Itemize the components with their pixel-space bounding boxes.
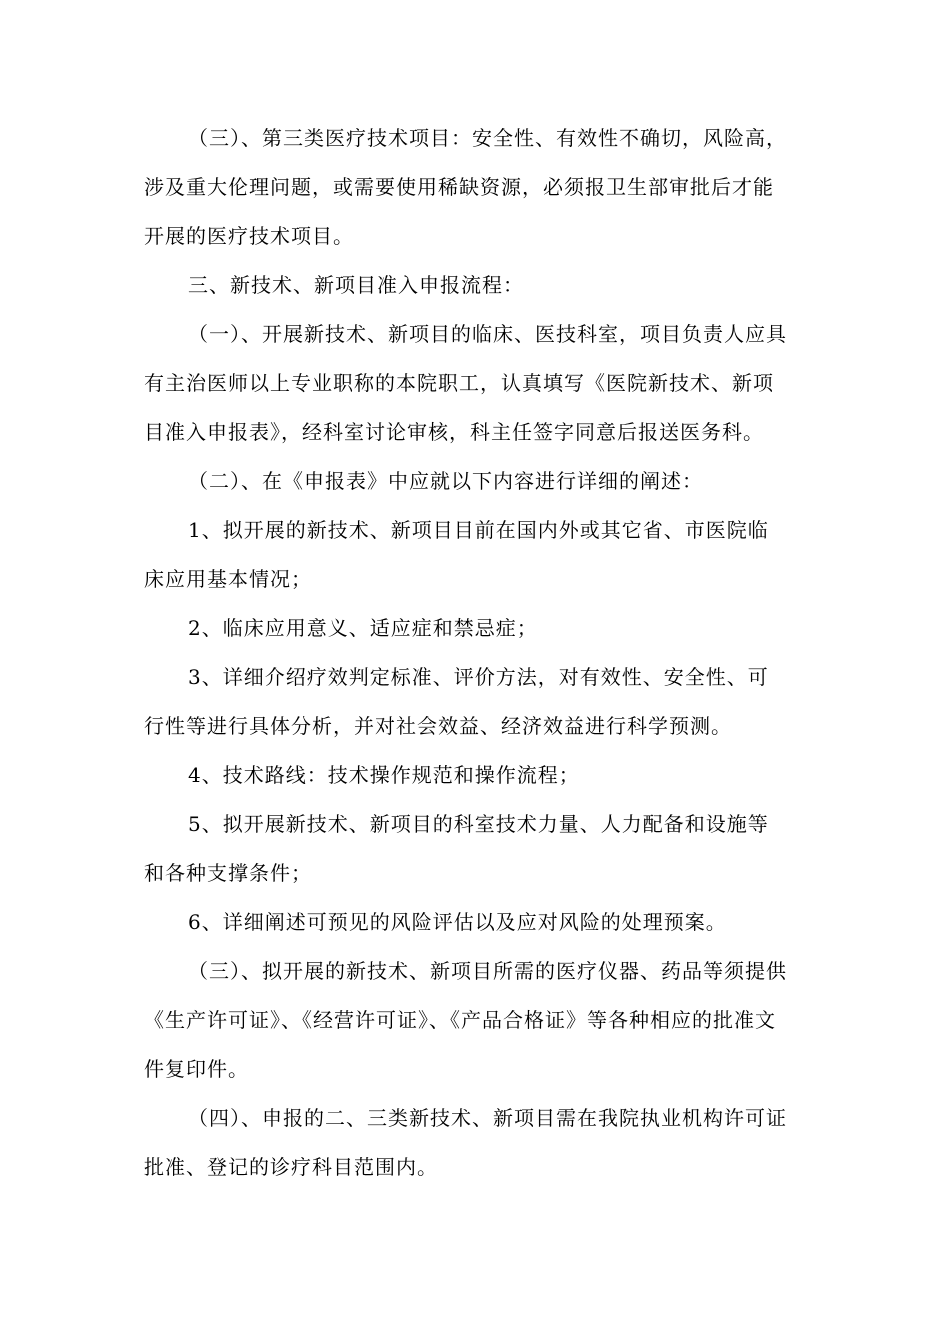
text-line: 行性等进行具体分析，并对社会效益、经济效益进行科学预测。: [144, 714, 732, 738]
text-line: 和各种支撑条件；: [144, 861, 312, 885]
text-line: （一）、开展新技术、新项目的临床、医技科室，项目负责人应具: [188, 322, 787, 346]
text-line: （四）、申报的二、三类新技术、新项目需在我院执业机构许可证: [188, 1106, 787, 1130]
text-line: （三）、第三类医疗技术项目：安全性、有效性不确切，风险高，: [188, 126, 787, 150]
text-line: 5、拟开展新技术、新项目的科室技术力量、人力配备和设施等: [188, 812, 769, 836]
text-line: 《生产许可证》、《经营许可证》、《产品合格证》等各种相应的批准文: [144, 1008, 776, 1032]
text-line: 涉及重大伦理问题，或需要使用稀缺资源，必须报卫生部审批后才能: [144, 175, 774, 199]
text-line: （三）、拟开展的新技术、新项目所需的医疗仪器、药品等须提供: [188, 959, 787, 983]
text-line: 2、临床应用意义、适应症和禁忌症；: [188, 616, 538, 640]
text-line: 件复印件。: [144, 1057, 249, 1081]
text-line: 有主治医师以上专业职称的本院职工，认真填写《医院新技术、新项: [144, 371, 774, 395]
text-line: 6、详细阐述可预见的风险评估以及应对风险的处理预案。: [188, 910, 727, 934]
text-line: 4、技术路线：技术操作规范和操作流程；: [188, 763, 580, 787]
text-line: 目准入申报表》，经科室讨论审核，科主任签字同意后报送医务科。: [144, 420, 764, 444]
text-line: 三、新技术、新项目准入申报流程：: [188, 273, 524, 297]
text-line: 开展的医疗技术项目。: [144, 224, 354, 248]
text-line: 床应用基本情况；: [144, 567, 312, 591]
text-line: 1、拟开展的新技术、新项目目前在国内外或其它省、市医院临: [188, 518, 769, 542]
document-body: [144, 114, 812, 1192]
text-line: 批准、登记的诊疗科目范围内。: [144, 1155, 438, 1179]
text-line: 3、详细介绍疗效判定标准、评价方法，对有效性、安全性、可: [188, 665, 769, 689]
text-line: （二）、在《申报表》中应就以下内容进行详细的阐述：: [188, 469, 703, 493]
